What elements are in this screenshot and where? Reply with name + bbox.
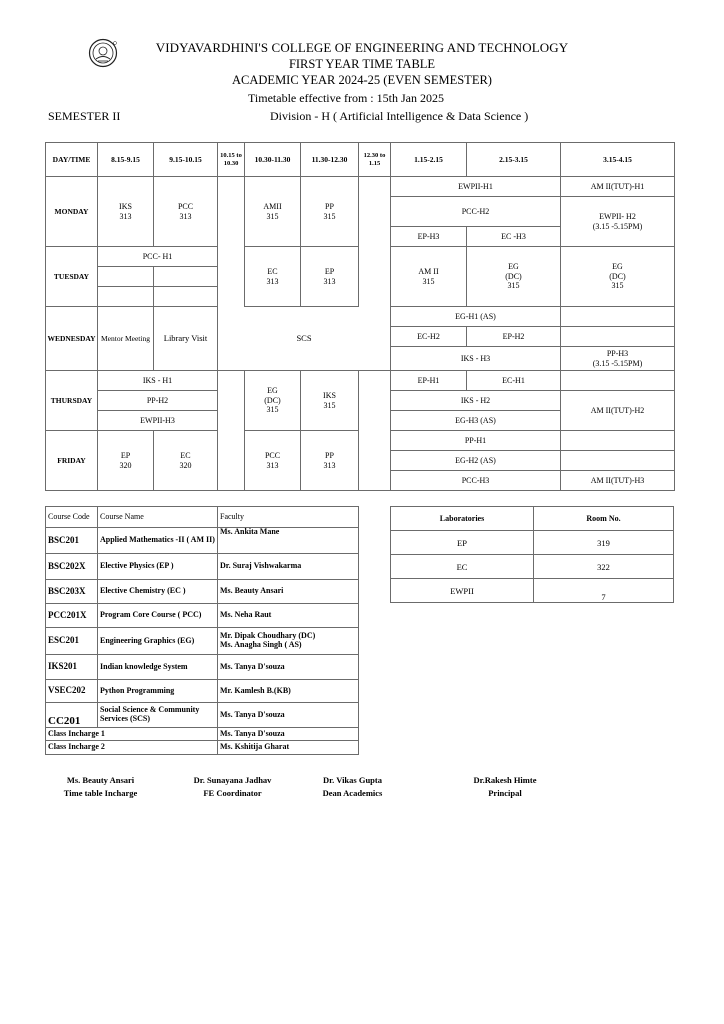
wednesday-empty-2 — [561, 327, 675, 347]
header-slot-5: 1.15-2.15 — [391, 143, 467, 177]
monday-tut-1: AM II(TUT)-H1 — [561, 177, 675, 197]
thursday-tut: AM II(TUT)-H2 — [561, 391, 675, 431]
wednesday-scs: SCS — [218, 307, 391, 371]
header-day-time: DAY/TIME — [46, 143, 98, 177]
wednesday-lab-3: IKS - H3 — [391, 347, 561, 371]
lab-room: 7 — [534, 579, 674, 603]
lab-header-name: Laboratories — [391, 507, 534, 531]
signature-dean-academics — [300, 774, 405, 800]
friday-empty-2 — [561, 451, 675, 471]
course-code: CC201 — [46, 703, 98, 728]
day-wednesday: WEDNESDAY — [46, 307, 98, 371]
day-friday: FRIDAY — [46, 431, 98, 491]
monday-lab-2: PCC-H2 — [391, 197, 561, 227]
course-code: BSC202X — [46, 554, 98, 580]
header-break-1: 10.15 to 10.30 — [218, 143, 245, 177]
wednesday-lab-1: EG-H1 (AS) — [391, 307, 561, 327]
friday-tut: AM II(TUT)-H3 — [561, 471, 675, 491]
tuesday-empty-1b — [154, 267, 218, 287]
semester-label: SEMESTER II — [48, 109, 121, 123]
lab-row — [391, 531, 674, 555]
monday-break-2 — [359, 177, 391, 247]
wednesday-slot-1: Mentor Meeting — [98, 307, 154, 371]
class-incharge-1: Ms. Tanya D'souza — [218, 728, 359, 741]
lab-room: 319 — [534, 531, 674, 555]
laboratory-table — [390, 506, 674, 603]
course-row — [46, 703, 359, 728]
course-name: Elective Chemistry (EC ) — [98, 580, 218, 604]
course-name: Indian knowledge System — [98, 655, 218, 680]
course-faculty: Ms. Ankita Mane — [218, 528, 359, 554]
thursday-slot-4: IKS 315 — [301, 371, 359, 431]
thursday-row — [46, 371, 675, 391]
tuesday-break-1 — [218, 247, 245, 307]
thursday-slot-3: EG (DC) 315 — [245, 371, 301, 431]
course-name: Python Programming — [98, 680, 218, 703]
course-code: VSEC202 — [46, 680, 98, 703]
wednesday-empty-1 — [561, 307, 675, 327]
monday-lab-2-last: EWPII- H2 (3.15 -5.15PM) — [561, 197, 675, 247]
lab-header-room: Room No. — [534, 507, 674, 531]
timetable — [45, 142, 675, 491]
thursday-break-2 — [359, 371, 391, 431]
monday-slot-2: PCC 313 — [154, 177, 218, 247]
tuesday-row — [46, 247, 675, 267]
monday-break-1 — [218, 177, 245, 247]
wednesday-row — [46, 307, 675, 327]
tuesday-slot-7: EG (DC) 315 — [561, 247, 675, 307]
class-incharge-1-row — [46, 728, 359, 741]
header-break-2: 12.30 to 1.15 — [359, 143, 391, 177]
friday-row — [46, 431, 675, 451]
signature-name: Dr. Vikas Gupta — [323, 775, 382, 785]
tuesday-empty-2a — [98, 287, 154, 307]
lab-row — [391, 579, 674, 603]
division-label: Division - H ( Artificial Intelligence & Data Science ) — [270, 109, 529, 123]
thursday-break-1 — [218, 371, 245, 431]
tuesday-slot-5: AM II 315 — [391, 247, 467, 307]
course-table — [45, 506, 359, 755]
class-incharge-2-label: Class Incharge 2 — [46, 741, 218, 755]
course-code: ESC201 — [46, 628, 98, 655]
friday-lab-1: PP-H1 — [391, 431, 561, 451]
course-faculty: Ms. Tanya D'souza — [218, 703, 359, 728]
course-row — [46, 680, 359, 703]
course-row — [46, 580, 359, 604]
signature-timetable-incharge — [48, 774, 153, 800]
course-name: Applied Mathematics -II ( AM II) — [98, 528, 218, 554]
class-incharge-1-label: Class Incharge 1 — [46, 728, 218, 741]
course-name: Program Core Course ( PCC) — [98, 604, 218, 628]
academic-year: ACADEMIC YEAR 2024-25 (EVEN SEMESTER) — [232, 73, 492, 87]
signature-role: Principal — [488, 787, 522, 798]
lab-row — [391, 555, 674, 579]
wednesday-lab-2a: EC-H2 — [391, 327, 467, 347]
signature-name: Dr. Sunayana Jadhav — [193, 775, 272, 785]
friday-break-2 — [359, 431, 391, 491]
timetable-header-row — [46, 143, 675, 177]
friday-slot-3: PCC 313 — [245, 431, 301, 491]
signature-principal — [450, 774, 560, 800]
signature-role: FE Coordinator — [203, 787, 262, 798]
tuesday-lab-1: PCC- H1 — [98, 247, 218, 267]
course-header-row — [46, 507, 359, 528]
header-slot-3: 10.30-11.30 — [245, 143, 301, 177]
course-code: BSC201 — [46, 528, 98, 554]
lab-room: 322 — [534, 555, 674, 579]
tuesday-slot-6: EG (DC) 315 — [467, 247, 561, 307]
thursday-lab-b: IKS - H2 — [391, 391, 561, 411]
monday-slot-4: PP 315 — [301, 177, 359, 247]
thursday-empty-1 — [561, 371, 675, 391]
day-tuesday: TUESDAY — [46, 247, 98, 307]
header-slot-1: 8.15-9.15 — [98, 143, 154, 177]
course-code: IKS201 — [46, 655, 98, 680]
day-monday: MONDAY — [46, 177, 98, 247]
course-code: PCC201X — [46, 604, 98, 628]
course-faculty: Ms. Beauty Ansari — [218, 580, 359, 604]
course-name: Elective Physics (EP ) — [98, 554, 218, 580]
course-row — [46, 528, 359, 554]
wednesday-slot-2: Library Visit — [154, 307, 218, 371]
header-slot-6: 2.15-3.15 — [467, 143, 561, 177]
course-name: Engineering Graphics (EG) — [98, 628, 218, 655]
monday-row — [46, 177, 675, 197]
friday-lab-3: PCC-H3 — [391, 471, 561, 491]
lab-name: EC — [391, 555, 534, 579]
thursday-lab-3: EWPII-H3 — [98, 411, 218, 431]
course-row — [46, 604, 359, 628]
lab-name: EWPII — [391, 579, 534, 603]
friday-slot-2: EC 320 — [154, 431, 218, 491]
tuesday-empty-1a — [98, 267, 154, 287]
tuesday-empty-2b — [154, 287, 218, 307]
header-slot-7: 3.15-4.15 — [561, 143, 675, 177]
tuesday-break-2 — [359, 247, 391, 307]
course-header-name: Course Name — [98, 507, 218, 528]
thursday-lab-a2: EC-H1 — [467, 371, 561, 391]
signature-role: Time table Incharge — [63, 787, 138, 798]
wednesday-lab-3-last: PP-H3 (3.15 -5.15PM) — [561, 347, 675, 371]
friday-slot-4: PP 313 — [301, 431, 359, 491]
wednesday-lab-2b: EP-H2 — [467, 327, 561, 347]
monday-lab-3a: EP-H3 — [391, 227, 467, 247]
class-incharge-2: Ms. Kshitija Gharat — [218, 741, 359, 755]
lab-name: EP — [391, 531, 534, 555]
signature-name: Ms. Beauty Ansari — [66, 775, 135, 785]
signature-role: Dean Academics — [322, 787, 383, 798]
header-slot-4: 11.30-12.30 — [301, 143, 359, 177]
friday-empty-1 — [561, 431, 675, 451]
tuesday-slot-3: EC 313 — [245, 247, 301, 307]
header-slot-2: 9.15-10.15 — [154, 143, 218, 177]
lab-header-row — [391, 507, 674, 531]
course-faculty: Mr. Kamlesh B.(KB) — [218, 680, 359, 703]
friday-slot-1: EP 320 — [98, 431, 154, 491]
signature-name: Dr.Rakesh Himte — [473, 775, 537, 785]
document-title: FIRST YEAR TIME TABLE — [288, 57, 436, 71]
thursday-lab-a1: EP-H1 — [391, 371, 467, 391]
monday-slot-3: AMII 315 — [245, 177, 301, 247]
class-incharge-2-row — [46, 741, 359, 755]
day-thursday: THURSDAY — [46, 371, 98, 431]
course-header-code: Course Code — [46, 507, 98, 528]
thursday-lab-2: PP-H2 — [98, 391, 218, 411]
tuesday-slot-4: EP 313 — [301, 247, 359, 307]
effective-date: Timetable effective from : 15th Jan 2025 — [248, 91, 444, 105]
course-row — [46, 655, 359, 680]
monday-lab-3b: EC -H3 — [467, 227, 561, 247]
course-faculty: Ms. Tanya D'souza — [218, 655, 359, 680]
course-header-faculty: Faculty — [218, 507, 359, 528]
course-row — [46, 554, 359, 580]
course-name: Social Science & Community Services (SCS) — [98, 703, 218, 728]
course-faculty: Mr. Dipak Choudhary (DC) Ms. Anagha Singh ( AS) — [218, 628, 359, 655]
thursday-lab-c: EG-H3 (AS) — [391, 411, 561, 431]
friday-lab-2: EG-H2 (AS) — [391, 451, 561, 471]
friday-break-1 — [218, 431, 245, 491]
course-faculty: Dr. Suraj Vishwakarma — [218, 554, 359, 580]
course-row — [46, 628, 359, 655]
thursday-lab-1: IKS - H1 — [98, 371, 218, 391]
signature-fe-coordinator — [180, 774, 285, 800]
college-name: VIDYAVARDHINI'S COLLEGE OF ENGINEERING AND TECHNOLOGY — [155, 40, 569, 55]
course-code: BSC203X — [46, 580, 98, 604]
monday-slot-1: IKS 313 — [98, 177, 154, 247]
course-faculty: Ms. Neha Raut — [218, 604, 359, 628]
monday-lab-1: EWPII-H1 — [391, 177, 561, 197]
